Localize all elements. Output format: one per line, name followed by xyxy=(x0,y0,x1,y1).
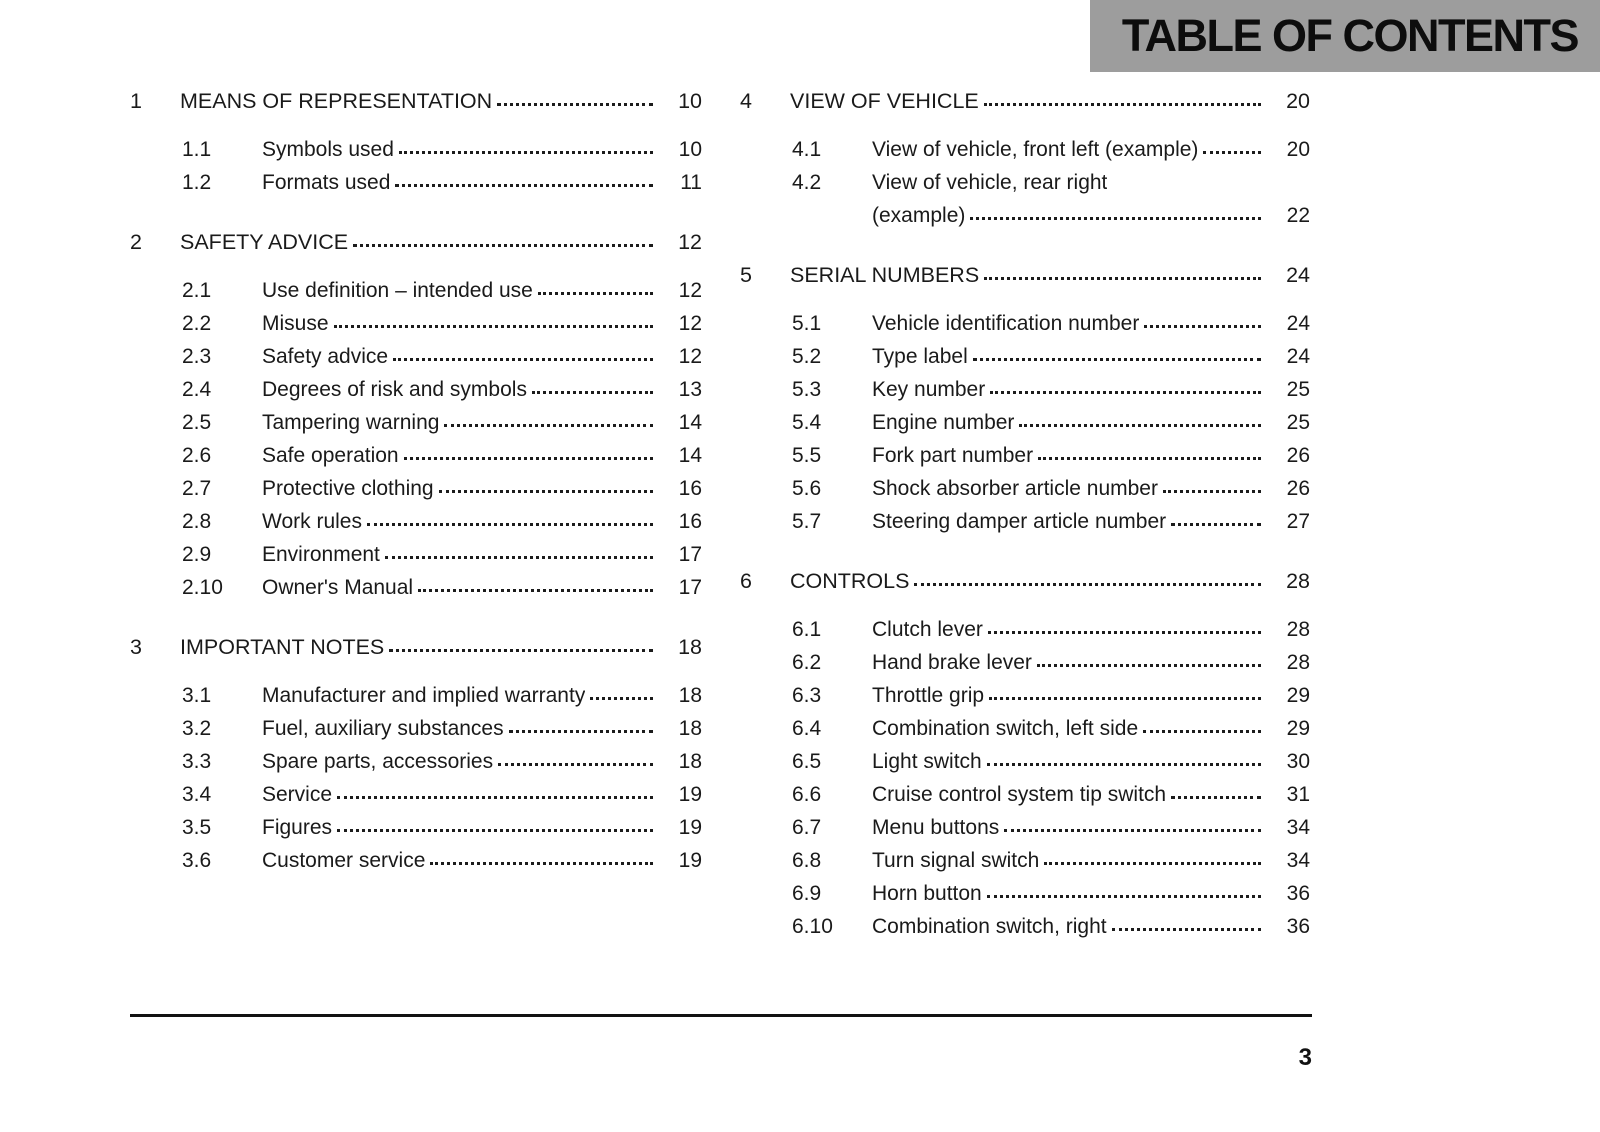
dot-leader xyxy=(1037,664,1261,667)
toc-page: 36 xyxy=(1286,915,1310,938)
toc-page: 20 xyxy=(1286,138,1310,161)
toc-page: 20 xyxy=(1286,89,1310,113)
toc-number: 5.3 xyxy=(792,378,822,401)
toc-entry-row xyxy=(130,133,702,166)
toc-entry-row xyxy=(740,646,1310,679)
page-header-banner xyxy=(1090,0,1600,72)
toc-number: 2.5 xyxy=(182,411,212,434)
toc-title: Protective clothing xyxy=(262,477,434,500)
dot-leader xyxy=(334,325,653,328)
footer-divider xyxy=(130,1014,1312,1017)
toc-page: 24 xyxy=(1286,345,1310,368)
toc-entry-row xyxy=(130,373,702,406)
toc-page: 26 xyxy=(1286,444,1310,467)
dot-leader xyxy=(973,358,1261,361)
toc-title: Fuel, auxiliary substances xyxy=(262,717,504,740)
toc-entry-row xyxy=(740,406,1310,439)
toc-number: 6.1 xyxy=(792,618,822,641)
toc-title: Clutch lever xyxy=(872,618,983,641)
toc-entry-row xyxy=(740,340,1310,373)
dot-leader xyxy=(988,631,1261,634)
toc-page: 34 xyxy=(1286,816,1310,839)
toc-number: 3.2 xyxy=(182,717,212,740)
toc-page: 24 xyxy=(1286,312,1310,335)
dot-leader xyxy=(984,277,1261,280)
dot-leader xyxy=(509,730,653,733)
toc-title: Combination switch, left side xyxy=(872,717,1139,740)
toc-number: 6.6 xyxy=(792,783,822,806)
toc-entry-row xyxy=(130,745,702,778)
toc-number: 1.2 xyxy=(182,171,212,194)
toc-page: 28 xyxy=(1286,651,1310,674)
toc-title: Formats used xyxy=(262,171,391,194)
toc-number: 2 xyxy=(130,230,142,254)
dot-leader xyxy=(590,697,653,700)
dot-leader xyxy=(1171,523,1261,526)
toc-page: 28 xyxy=(1286,618,1310,641)
toc-title: SERIAL NUMBERS xyxy=(790,263,980,287)
dot-leader xyxy=(430,862,653,865)
toc-entry-row xyxy=(130,340,702,373)
dot-leader xyxy=(538,292,653,295)
toc-number: 2.8 xyxy=(182,510,212,533)
toc-page: 12 xyxy=(678,345,702,368)
toc-page: 10 xyxy=(678,138,702,161)
toc-entry-row xyxy=(740,679,1310,712)
toc-page: 28 xyxy=(1286,569,1310,593)
toc-title: Light switch xyxy=(872,750,982,773)
toc-title: View of vehicle, front left (example) xyxy=(872,138,1199,161)
toc-number: 5.1 xyxy=(792,312,822,335)
dot-leader xyxy=(990,391,1261,394)
toc-number: 5.2 xyxy=(792,345,822,368)
dot-leader xyxy=(987,763,1261,766)
dot-leader xyxy=(1044,862,1261,865)
toc-entry-row xyxy=(740,613,1310,646)
toc-title: Owner's Manual xyxy=(262,576,414,599)
dot-leader xyxy=(1163,490,1261,493)
toc-title: Symbols used xyxy=(262,138,394,161)
dot-leader xyxy=(404,457,653,460)
toc-section-row xyxy=(130,631,702,664)
toc-number: 5.6 xyxy=(792,477,822,500)
toc-title: Figures xyxy=(262,816,333,839)
toc-title: VIEW OF VEHICLE xyxy=(790,89,979,113)
page-number: 3 xyxy=(1298,1044,1312,1071)
toc-entry-row xyxy=(740,844,1310,877)
toc-number: 5.7 xyxy=(792,510,822,533)
toc-section-row xyxy=(740,259,1310,292)
toc-number: 3.5 xyxy=(182,816,212,839)
toc-entry-row xyxy=(740,505,1310,538)
toc-number: 2.6 xyxy=(182,444,212,467)
toc-number: 1.1 xyxy=(182,138,212,161)
toc-page: 10 xyxy=(678,89,702,113)
dot-leader xyxy=(418,589,653,592)
toc-page: 30 xyxy=(1286,750,1310,773)
toc-page: 24 xyxy=(1286,263,1310,287)
toc-title: Work rules xyxy=(262,510,362,533)
toc-page: 19 xyxy=(678,783,702,806)
toc-title: SAFETY ADVICE xyxy=(180,230,349,254)
toc-title: Key number xyxy=(872,378,986,401)
dot-leader xyxy=(1112,928,1261,931)
toc-number: 6.4 xyxy=(792,717,822,740)
toc-page: 18 xyxy=(678,635,702,659)
dot-leader xyxy=(367,523,653,526)
toc-title: Customer service xyxy=(262,849,426,872)
toc-number: 2.2 xyxy=(182,312,212,335)
toc-number: 6.5 xyxy=(792,750,822,773)
toc-number: 2.3 xyxy=(182,345,212,368)
toc-page: 16 xyxy=(678,477,702,500)
dot-leader xyxy=(914,583,1261,586)
dot-leader xyxy=(389,649,653,652)
toc-page: 25 xyxy=(1286,378,1310,401)
dot-leader xyxy=(1143,730,1261,733)
dot-leader xyxy=(970,217,1261,220)
toc-number: 6.2 xyxy=(792,651,822,674)
toc-entry-row xyxy=(740,373,1310,406)
toc-title: Shock absorber article number xyxy=(872,477,1158,500)
toc-entry-row xyxy=(130,166,702,199)
toc-title: Environment xyxy=(262,543,380,566)
toc-page: 26 xyxy=(1286,477,1310,500)
toc-number: 6.7 xyxy=(792,816,822,839)
toc-number: 4 xyxy=(740,89,752,113)
toc-entry-row xyxy=(740,778,1310,811)
dot-leader xyxy=(1203,151,1261,154)
dot-leader xyxy=(399,151,653,154)
toc-page: 11 xyxy=(680,171,702,194)
toc-page: 18 xyxy=(678,684,702,707)
dot-leader xyxy=(1144,325,1261,328)
toc-page: 12 xyxy=(678,230,702,254)
toc-entry-row xyxy=(740,199,1310,232)
toc-page: 14 xyxy=(678,411,702,434)
toc-entry-row xyxy=(740,166,1310,199)
toc-entry-row xyxy=(130,472,702,505)
toc-title: (example) xyxy=(872,204,966,227)
toc-title: Type label xyxy=(872,345,968,368)
dot-leader xyxy=(989,697,1261,700)
toc-entry-row xyxy=(130,505,702,538)
toc-number: 2.10 xyxy=(182,576,223,599)
dot-leader xyxy=(393,358,653,361)
toc-number: 6.10 xyxy=(792,915,833,938)
toc-entry-row xyxy=(130,712,702,745)
toc-page: 12 xyxy=(678,279,702,302)
toc-title: Safety advice xyxy=(262,345,389,368)
toc-page: 19 xyxy=(678,849,702,872)
dot-leader xyxy=(532,391,653,394)
toc-entry-row xyxy=(130,439,702,472)
toc-page: 36 xyxy=(1286,882,1310,905)
toc-entry-row xyxy=(740,307,1310,340)
toc-title: IMPORTANT NOTES xyxy=(180,635,385,659)
dot-leader xyxy=(1019,424,1261,427)
dot-leader xyxy=(498,763,653,766)
dot-leader xyxy=(337,829,653,832)
toc-number: 3 xyxy=(130,635,142,659)
toc-entry-row xyxy=(130,844,702,877)
toc-title: Manufacturer and implied warranty xyxy=(262,684,586,707)
dot-leader xyxy=(444,424,653,427)
toc-title: Turn signal switch xyxy=(872,849,1040,872)
dot-leader xyxy=(984,103,1261,106)
toc-number: 2.9 xyxy=(182,543,212,566)
toc-entry-row xyxy=(740,910,1310,943)
toc-page: 12 xyxy=(678,312,702,335)
toc-page: 18 xyxy=(678,750,702,773)
toc-section-row xyxy=(130,85,702,118)
toc-title: Degrees of risk and symbols xyxy=(262,378,527,401)
toc-entry-row xyxy=(740,811,1310,844)
toc-page: 17 xyxy=(678,543,702,566)
toc-title: Throttle grip xyxy=(872,684,985,707)
toc-number: 5.4 xyxy=(792,411,822,434)
toc-title: Hand brake lever xyxy=(872,651,1032,674)
dot-leader xyxy=(353,244,653,247)
toc-entry-row xyxy=(130,274,702,307)
toc-title: Vehicle identification number xyxy=(872,312,1140,335)
toc-column-right xyxy=(740,85,1310,943)
toc-page: 18 xyxy=(678,717,702,740)
toc-number: 3.4 xyxy=(182,783,212,806)
toc-page: 19 xyxy=(678,816,702,839)
toc-page: 27 xyxy=(1286,510,1310,533)
toc-column-left xyxy=(130,85,702,877)
toc-number: 5 xyxy=(740,263,752,287)
dot-leader xyxy=(337,796,653,799)
toc-entry-row xyxy=(130,406,702,439)
toc-entry-row xyxy=(740,133,1310,166)
toc-title: Misuse xyxy=(262,312,329,335)
toc-entry-row xyxy=(130,571,702,604)
page-title: TABLE OF CONTENTS xyxy=(1121,10,1578,61)
toc-title: Engine number xyxy=(872,411,1015,434)
toc-number: 3.6 xyxy=(182,849,212,872)
toc-title: Use definition – intended use xyxy=(262,279,533,302)
toc-number: 4.2 xyxy=(792,171,822,194)
toc-page: 29 xyxy=(1286,717,1310,740)
toc-page: 13 xyxy=(678,378,702,401)
toc-title: Cruise control system tip switch xyxy=(872,783,1167,806)
toc-number: 6.3 xyxy=(792,684,822,707)
toc-page: 25 xyxy=(1286,411,1310,434)
toc-number: 2.4 xyxy=(182,378,212,401)
toc-section-row xyxy=(130,226,702,259)
toc-number: 3.3 xyxy=(182,750,212,773)
toc-title: View of vehicle, rear right xyxy=(872,171,1108,194)
toc-page: 14 xyxy=(678,444,702,467)
toc-title: CONTROLS xyxy=(790,569,910,593)
toc-title: MEANS OF REPRESENTATION xyxy=(180,89,493,113)
toc-entry-row xyxy=(130,811,702,844)
toc-title: Menu buttons xyxy=(872,816,1000,839)
toc-page: 22 xyxy=(1286,204,1310,227)
toc-title: Fork part number xyxy=(872,444,1034,467)
dot-leader xyxy=(1171,796,1261,799)
toc-title: Tampering warning xyxy=(262,411,440,434)
toc-entry-row xyxy=(130,307,702,340)
toc-number: 4.1 xyxy=(792,138,822,161)
toc-number: 1 xyxy=(130,89,142,113)
dot-leader xyxy=(497,103,653,106)
toc-entry-row xyxy=(130,679,702,712)
toc-title: Spare parts, accessories xyxy=(262,750,494,773)
toc-page: 17 xyxy=(678,576,702,599)
toc-number: 2.1 xyxy=(182,279,212,302)
toc-section-row xyxy=(740,565,1310,598)
toc-page: 29 xyxy=(1286,684,1310,707)
toc-entry-row xyxy=(740,472,1310,505)
toc-entry-row xyxy=(740,712,1310,745)
toc-page: 16 xyxy=(678,510,702,533)
toc-page: 34 xyxy=(1286,849,1310,872)
dot-leader xyxy=(1038,457,1261,460)
dot-leader xyxy=(439,490,653,493)
toc-entry-row xyxy=(740,745,1310,778)
dot-leader xyxy=(987,895,1261,898)
toc-number: 6.9 xyxy=(792,882,822,905)
toc-entry-row xyxy=(740,877,1310,910)
toc-entry-row xyxy=(740,439,1310,472)
toc-title: Horn button xyxy=(872,882,982,905)
toc-title: Safe operation xyxy=(262,444,399,467)
toc-number: 6 xyxy=(740,569,752,593)
dot-leader xyxy=(395,184,653,187)
toc-title: Combination switch, right xyxy=(872,915,1107,938)
toc-title: Steering damper article number xyxy=(872,510,1167,533)
toc-title: Service xyxy=(262,783,333,806)
toc-number: 2.7 xyxy=(182,477,212,500)
dot-leader xyxy=(385,556,653,559)
toc-page: 31 xyxy=(1286,783,1310,806)
dot-leader xyxy=(1004,829,1261,832)
toc-number: 3.1 xyxy=(182,684,212,707)
toc-section-row xyxy=(740,85,1310,118)
toc-entry-row xyxy=(130,778,702,811)
toc-number: 6.8 xyxy=(792,849,822,872)
toc-entry-row xyxy=(130,538,702,571)
toc-number: 5.5 xyxy=(792,444,822,467)
